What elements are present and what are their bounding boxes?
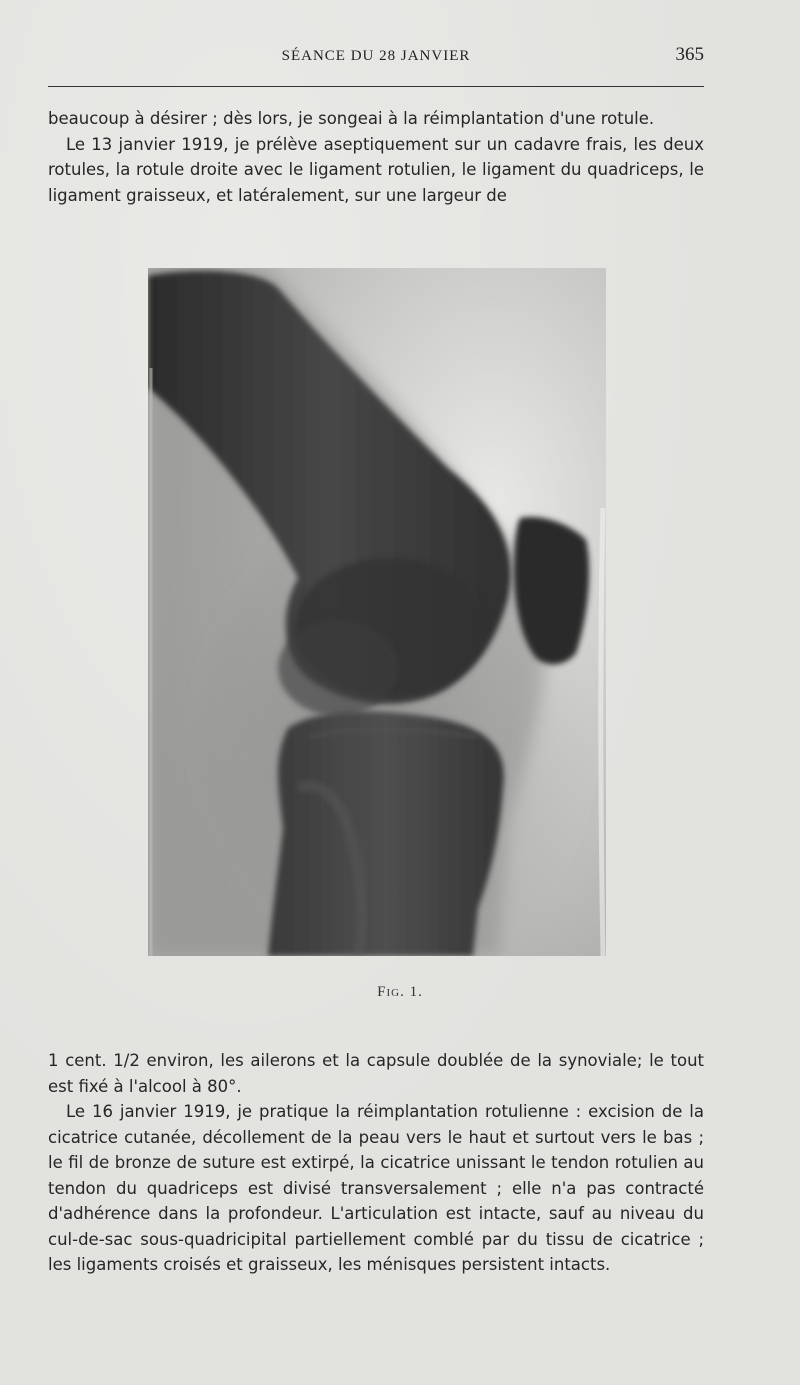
paragraph-ailerons: 1 cent. 1/2 environ, les ailerons et la capsule doublée de la synoviale; le tout est fixé à l'alcool à 80°. xyxy=(48,1051,704,1096)
body-text-top xyxy=(48,106,704,208)
body-text-bottom xyxy=(48,1048,704,1278)
header-rule xyxy=(48,86,704,87)
page-number: 365 xyxy=(675,44,704,65)
paragraph-continuation: beaucoup à désirer ; dès lors, je songeai à la réimplantation d'une rotule. xyxy=(48,109,655,128)
running-header xyxy=(48,44,704,74)
running-title: SÉANCE DU 28 JANVIER xyxy=(281,48,471,64)
paragraph-reimplantation: Le 16 janvier 1919, je pratique la réimplantation rotulienne : excision de la cicatrice cutanée, décollement de la peau vers le haut et surtout vers le bas ; le fil de bronze de suture est extirpé, la cicatrice unissant le tendon rotulien au tendon du quadriceps est divisé transversalement ; elle n'a pas contracté d'adhérence dans la profondeur. L'articulation est intacte, sauf au niveau du cul-de-sac sous-quadricipital partiellement comblé par du tissu de cicatrice ; les ligaments croisés et graisseux, les ménisques persistent intacts. xyxy=(48,1102,704,1274)
knee-radiograph-figure xyxy=(148,268,606,956)
knee-radiograph-image xyxy=(148,268,606,956)
paragraph-prelevement: Le 13 janvier 1919, je prélève aseptiquement sur un cadavre frais, les deux rotules, la rotule droite avec le ligament rotulien, le ligament du quadriceps, le ligament graisseux, et latéralement, sur une largeur de xyxy=(48,134,704,205)
figure-caption: Fig. 1. xyxy=(377,984,423,1000)
